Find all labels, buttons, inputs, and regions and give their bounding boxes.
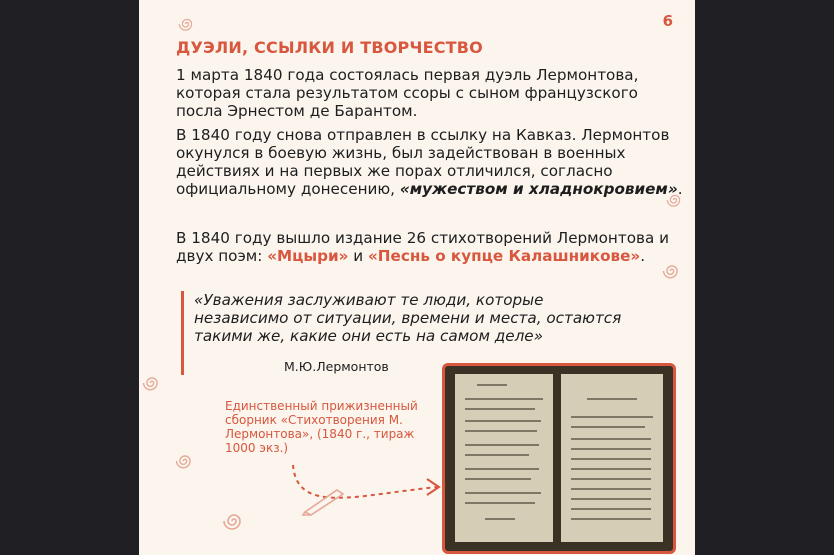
paragraph-exile-emphasis: «мужеством и хладнокровием» — [399, 180, 678, 198]
book-caption: Единственный прижизненный сборник «Стихотворения М. Лермонтова», (1840 г., тираж 1000 экз.) — [225, 399, 418, 455]
page-number: 6 — [662, 12, 673, 30]
spiral-icon — [174, 450, 196, 472]
book-right-page — [561, 374, 663, 542]
paragraph-exile — [176, 126, 686, 198]
section-heading: ДУЭЛИ, ССЫЛКИ И ТВОРЧЕСТВО — [176, 38, 483, 57]
paragraph-exile-text: В 1840 году снова отправлен в ссылку на Кавказ. Лермонтов окунулся в боевую жизнь, был задействован в военных действиях и на первых же порах отличился, согласно официальному донесению, — [176, 126, 670, 198]
book-photo — [442, 363, 676, 554]
spiral-icon — [665, 190, 685, 210]
paragraph-publication — [176, 229, 686, 265]
paragraph-publication-text: В 1840 году вышло издание 26 стихотворений Лермонтова и двух поэм: — [176, 229, 669, 265]
spiral-icon — [661, 260, 683, 282]
spiral-icon — [221, 508, 247, 534]
paragraph-exile-end: . — [677, 180, 683, 198]
quote-text: «Уважения заслуживают те люди, которые независимо от ситуации, времени и места, остаются такими же, какие они есть на самом деле» — [194, 291, 622, 345]
spiral-icon — [141, 372, 163, 394]
spiral-icon — [177, 14, 197, 34]
paragraph-publication-and: и — [348, 247, 368, 265]
slide-page — [139, 0, 695, 555]
book-left-page — [455, 374, 553, 542]
quote-author: М.Ю.Лермонтов — [284, 359, 389, 374]
poem-title-kalashnikov: «Песнь о купце Калашникове» — [368, 247, 641, 265]
paragraph-publication-end: . — [640, 247, 646, 265]
pen-icon — [301, 484, 347, 516]
poem-title-mtsyri: «Мцыри» — [267, 247, 349, 265]
quote-bar — [181, 291, 184, 375]
paragraph-duel: 1 марта 1840 года состоялась первая дуэль Лермонтова, которая стала результатом ссоры с сыном французского посла Эрнестом де Барантом. — [176, 66, 639, 120]
